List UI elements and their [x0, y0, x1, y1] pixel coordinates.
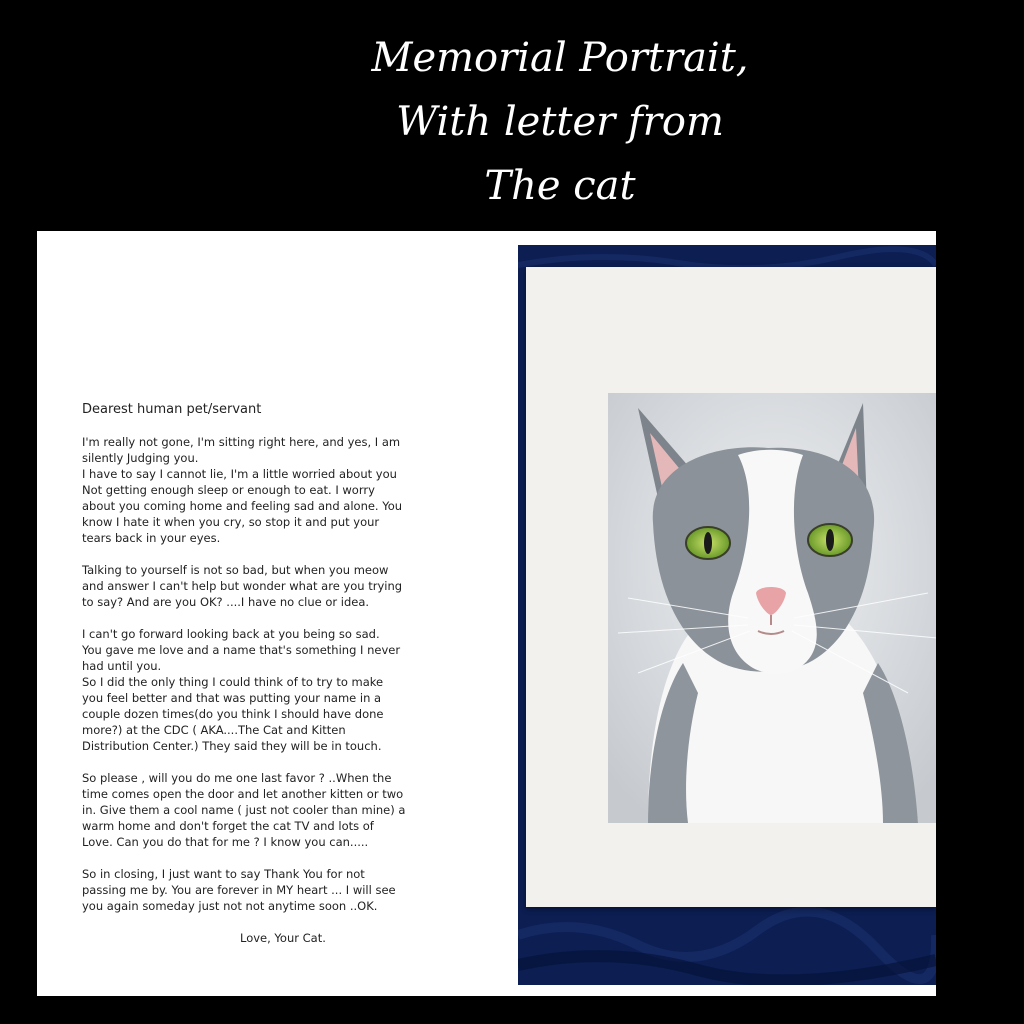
letter-line: about you coming home and feeling sad and alone. You [82, 499, 403, 513]
letter-line: Love. Can you do that for me ? I know you can..... [82, 835, 369, 849]
portrait-photo [518, 245, 936, 985]
letter-line: Distribution Center.) They said they will be in touch. [82, 739, 382, 753]
letter-greeting: Dearest human pet/servant [82, 402, 262, 417]
letter-paragraph [82, 626, 412, 754]
letter-line: You gave me love and a name that's something I never [82, 643, 401, 657]
letter-paragraph [82, 866, 412, 914]
letter-line: Not getting enough sleep or enough to eat. I worry [82, 483, 375, 497]
letter-line: I can't go forward looking back at you being so sad. [82, 627, 380, 641]
letter-line: had until you. [82, 659, 162, 673]
title-line-3: The cat [484, 163, 636, 209]
letter-line: you feel better and that was putting your name in a [82, 691, 382, 705]
title-line-2: With letter from [396, 99, 724, 145]
letter-line: Talking to yourself is not so bad, but when you meow [82, 563, 389, 577]
letter-line: to say? And are you OK? ....I have no clue or idea. [82, 595, 370, 609]
letter-paragraph [82, 434, 412, 546]
letter-line: tears back in your eyes. [82, 531, 221, 545]
page-title [300, 26, 820, 218]
letter-line: So in closing, I just want to say Thank You for not [82, 867, 365, 881]
title-line-1: Memorial Portrait, [371, 35, 749, 81]
letter-line: I have to say I cannot lie, I'm a little worried about you [82, 467, 397, 481]
cat-letter [82, 402, 412, 946]
letter-line: know I hate it when you cry, so stop it and put your [82, 515, 380, 529]
cat-drawing [608, 393, 936, 823]
letter-line: in. Give them a cool name ( just not cooler than mine) a [82, 803, 406, 817]
letter-line: I'm really not gone, I'm sitting right here, and yes, I am [82, 435, 401, 449]
letter-line: couple dozen times(do you think I should have done [82, 707, 384, 721]
letter-line: So please , will you do me one last favor ? ..When the [82, 771, 392, 785]
letter-line: So I did the only thing I could think of to try to make [82, 675, 384, 689]
cat-portrait [608, 393, 936, 823]
letter-line: warm home and don't forget the cat TV and lots of [82, 819, 374, 833]
letter-paragraph [82, 562, 412, 610]
letter-line: you again someday just not not anytime soon ..OK. [82, 899, 378, 913]
letter-paragraph [82, 770, 412, 850]
letter-body [82, 434, 412, 914]
letter-line: time comes open the door and let another kitten or two [82, 787, 404, 801]
letter-line: silently Judging you. [82, 451, 199, 465]
letter-signoff: Love, Your Cat. [240, 931, 326, 945]
letter-line: more?) at the CDC ( AKA....The Cat and Kitten [82, 723, 346, 737]
photo-mat [526, 267, 936, 907]
letter-line: and answer I can't help but wonder what are you trying [82, 579, 403, 593]
letter-line: passing me by. You are forever in MY heart ... I will see [82, 883, 396, 897]
